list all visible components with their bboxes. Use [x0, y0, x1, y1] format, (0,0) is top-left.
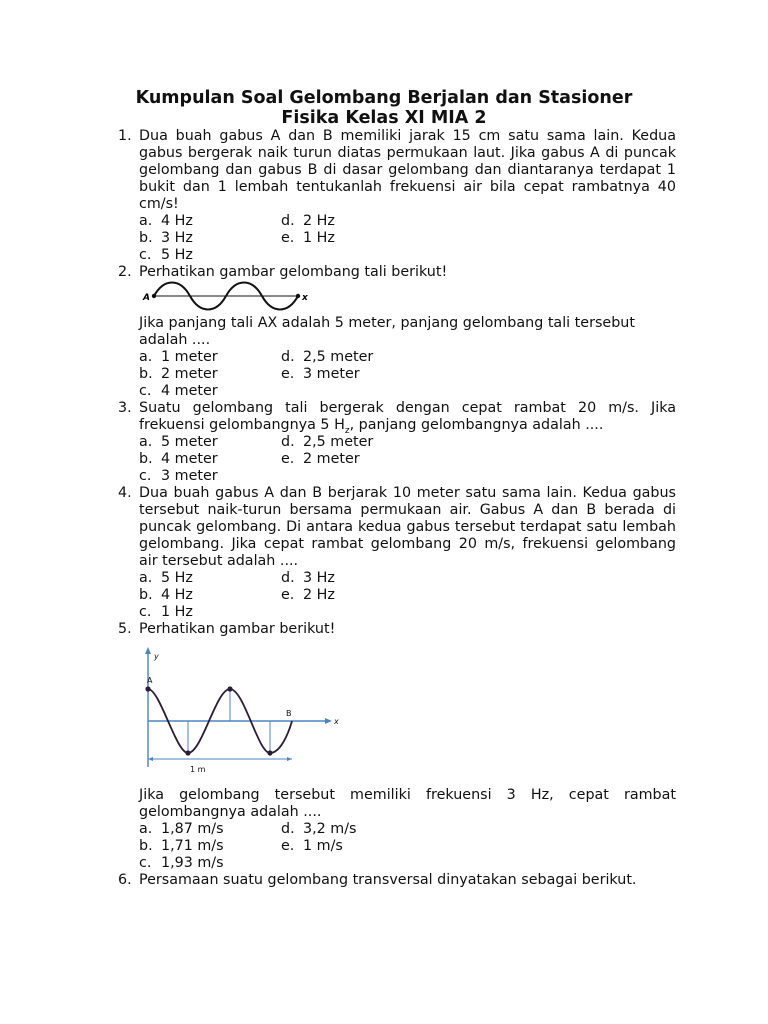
option-e: e. 1 Hz	[281, 230, 335, 246]
question-5-continued	[118, 787, 676, 872]
x-axis-label: x	[334, 717, 339, 726]
rope-wave-figure	[140, 280, 320, 314]
question-number: 3.	[118, 400, 132, 416]
option-e: e. 3 meter	[281, 366, 360, 382]
options-row	[139, 855, 676, 872]
options-row	[139, 587, 676, 604]
option-d: d. 3 Hz	[281, 570, 335, 586]
wave-graph-figure	[140, 645, 350, 777]
trough-dot-1	[185, 750, 190, 755]
point-a-label: A	[147, 676, 153, 685]
question-text: Dua buah gabus A dan B berjarak 10 meter satu sama lain. Kedua gabus tersebut naik-turun bersama permukaan air. Gabus A dan B berada di puncak gelombang. Di antara kedua gabus tersebut terdapat satu lembah gelombang. Jika cepat rambat gelombang 20 m/s, frekuensi gelombang air tersebut adalah ....	[139, 485, 676, 569]
point-a-label: A	[143, 293, 150, 303]
option-c: c. 3 meter	[139, 468, 218, 484]
crest-dot	[227, 686, 232, 691]
dimension-arrow-right	[287, 757, 292, 761]
question-text: Jika gelombang tersebut memiliki frekuensi 3 Hz, cepat rambat gelombangnya adalah ....	[139, 787, 676, 820]
options-row	[139, 383, 676, 400]
question-text: Dua buah gabus A dan B memiliki jarak 15 cm satu sama lain. Kedua gabus bergerak naik turun diatas permukaan laut. Jika gabus A di puncak gelombang dan gabus B di dasar gelombang dan diantaranya terdapat 1 bukit dan 1 lembah tentukanlah frekuensi air bila cepat rambatnya 40 cm/s!	[139, 128, 676, 212]
option-e: e. 2 Hz	[281, 587, 335, 603]
option-b: b. 3 Hz	[139, 230, 193, 246]
question-text: Suatu gelombang tali bergerak dengan cepat rambat 20 m/s. Jika frekuensi gelombangnya 5 $H_z$, panjang gelombangnya adalah ....	[139, 400, 676, 436]
options-row	[139, 434, 676, 451]
trough-dot-2	[267, 750, 272, 755]
document-title: Kumpulan Soal Gelombang Berjalan dan Stasioner	[135, 88, 633, 108]
question-1	[118, 128, 676, 264]
question-number: 4.	[118, 485, 132, 501]
question-number: 6.	[118, 872, 132, 888]
y-axis-label: y	[154, 652, 159, 661]
question-text: Perhatikan gambar berikut!	[139, 621, 336, 637]
option-d: d. 2,5 meter	[281, 434, 374, 450]
options-row	[139, 213, 676, 230]
options-row	[139, 230, 676, 247]
question-number: 2.	[118, 264, 132, 280]
option-b: b. 1,71 m/s	[139, 838, 224, 854]
options-row	[139, 247, 676, 264]
question-2-continued	[118, 315, 676, 400]
option-e: e. 1 m/s	[281, 838, 343, 854]
option-a: a. 5 Hz	[139, 570, 193, 586]
option-d: d. 3,2 m/s	[281, 821, 357, 837]
document-subtitle: Fisika Kelas XI MIA 2	[281, 108, 487, 128]
point-a-dot	[145, 686, 150, 691]
options-row	[139, 604, 676, 621]
question-text: Perhatikan gambar gelombang tali berikut!	[139, 264, 448, 280]
option-b: b. 4 Hz	[139, 587, 193, 603]
option-d: d. 2 Hz	[281, 213, 335, 229]
options-row	[139, 821, 676, 838]
question-text: Persamaan suatu gelombang transversal dinyatakan sebagai berikut.	[139, 872, 637, 888]
question-4	[118, 485, 676, 621]
option-a: a. 1 meter	[139, 349, 218, 365]
x-axis-arrow	[325, 718, 332, 724]
point-a-dot	[152, 294, 156, 298]
question-number: 5.	[118, 621, 132, 637]
option-e: e. 2 meter	[281, 451, 360, 467]
option-a: a. 4 Hz	[139, 213, 193, 229]
options-row	[139, 570, 676, 587]
dimension-arrow-left	[148, 757, 153, 761]
option-b: b. 2 meter	[139, 366, 218, 382]
option-c: c. 1,93 m/s	[139, 855, 224, 871]
point-b-label: B	[286, 709, 292, 718]
option-c: c. 5 Hz	[139, 247, 193, 263]
option-a: a. 5 meter	[139, 434, 218, 450]
options-row	[139, 349, 676, 366]
option-d: d. 2,5 meter	[281, 349, 374, 365]
y-axis-arrow	[145, 647, 151, 654]
option-c: c. 1 Hz	[139, 604, 193, 620]
question-text: Jika panjang tali AX adalah 5 meter, panjang gelombang tali tersebut adalah ....	[139, 315, 635, 348]
question-2	[118, 264, 676, 281]
options-row	[139, 468, 676, 485]
point-x-label: x	[302, 293, 308, 303]
option-a: a. 1,87 m/s	[139, 821, 224, 837]
options-row	[139, 451, 676, 468]
question-6	[118, 872, 676, 889]
option-b: b. 4 meter	[139, 451, 218, 467]
point-x-dot	[296, 294, 300, 298]
option-c: c. 4 meter	[139, 383, 218, 399]
options-row	[139, 366, 676, 383]
question-3	[118, 400, 676, 485]
options-row	[139, 838, 676, 855]
question-5	[118, 621, 676, 638]
length-label: 1 m	[190, 765, 206, 774]
question-number: 1.	[118, 128, 132, 144]
